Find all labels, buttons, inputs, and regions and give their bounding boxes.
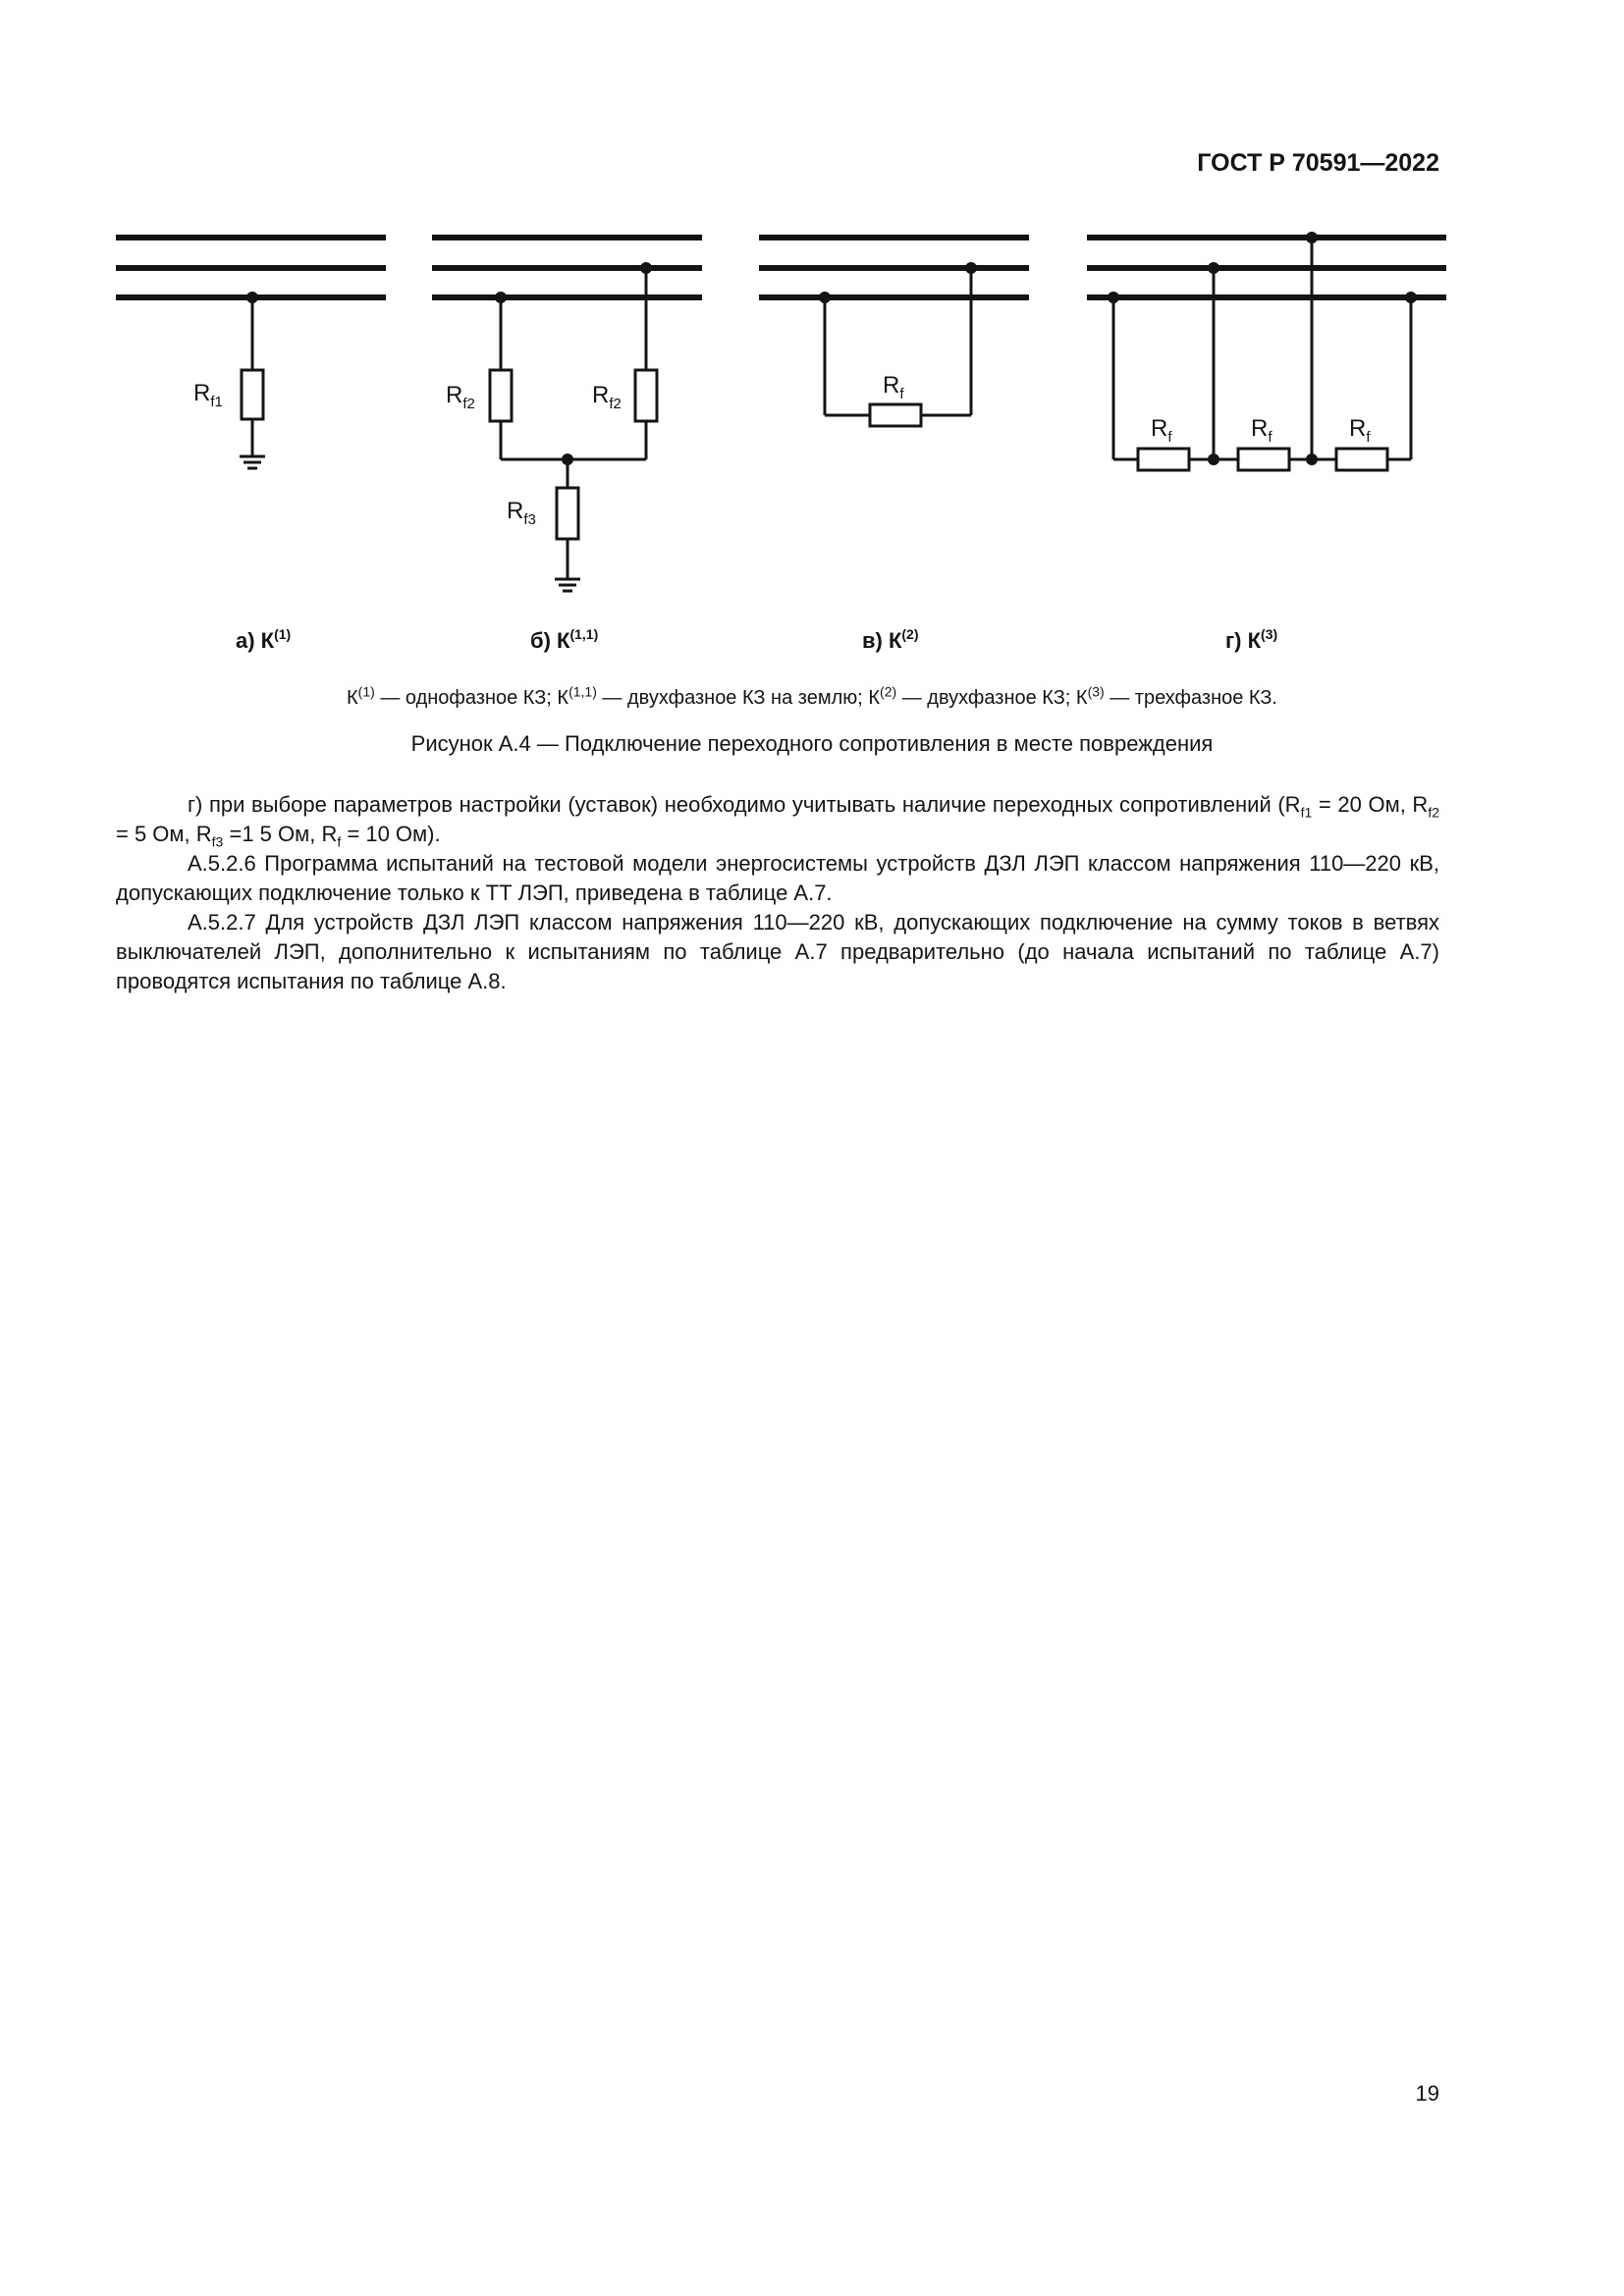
junction-dot: [1208, 454, 1219, 465]
junction-dot: [819, 292, 831, 303]
label-rf3: $R_{f3}$: [507, 498, 536, 528]
junction-dot: [965, 262, 977, 274]
subfigure-label-a: а) $К^{(1)}$: [236, 626, 292, 653]
resistor-rf-d3: [1336, 449, 1387, 470]
junction-dot: [246, 292, 258, 303]
junction-dot: [640, 262, 652, 274]
label-rf2-right: $R_{f2}$: [592, 382, 622, 412]
body-text: [116, 790, 1439, 996]
junction-dot: [1405, 292, 1417, 303]
junction-dot: [1208, 262, 1219, 274]
label-rf1: $R_{f1}$: [193, 380, 223, 410]
document-header: ГОСТ Р 70591—2022: [1197, 149, 1439, 177]
label-rf-d2: $R_f$: [1251, 415, 1272, 446]
resistor-rf-c: [870, 404, 921, 426]
resistor-rf-d1: [1138, 449, 1189, 470]
subfigure-label-c: в) $К^{(2)}$: [862, 626, 919, 653]
junction-dot: [1306, 454, 1318, 465]
fault-resistance-diagram: [0, 0, 1624, 667]
label-rf-c: $R_f$: [883, 372, 904, 402]
junction-dot: [495, 292, 507, 303]
junction-dot: [1108, 292, 1119, 303]
figure-note: $К^{(1)}$ — однофазное КЗ; К$^{(1,1)}$ — двухфазное КЗ на землю; $К^{(2)}$ — двухфазное КЗ; $К^{(3)}$ — трехфазное КЗ.: [347, 683, 1277, 709]
label-rf2-left: $R_{f2}$: [446, 382, 475, 412]
subfigure-label-b: б) К$^{(1,1)}$: [530, 626, 599, 653]
resistor-rf1: [242, 370, 263, 419]
resistor-rf2-right: [635, 370, 657, 421]
resistor-rf2-left: [490, 370, 512, 421]
paragraph-g: г) при выборе параметров настройки (уставок) необходимо учитывать наличие переходных сопротивлений ($R_{f1} = 20$ Ом, $R_{f2} = 5$ Ом, $R_{f3} =1$ 5 Ом, $R_f = 10$ Ом).: [116, 792, 1439, 850]
junction-dot: [562, 454, 573, 465]
resistor-rf3: [557, 488, 578, 539]
resistor-rf-d2: [1238, 449, 1289, 470]
paragraph-a5-2-6: А.5.2.6 Программа испытаний на тестовой модели энергосистемы устройств ДЗЛ ЛЭП классом напряжения 110—220 кВ, допускающих подключение только к ТТ ЛЭП, приведена в таблице А.7.: [116, 851, 1439, 905]
junction-dot: [1306, 232, 1318, 243]
figure-caption: Рисунок А.4 — Подключение переходного сопротивления в месте повреждения: [410, 731, 1214, 756]
label-rf-d3: $R_f$: [1349, 415, 1371, 446]
paragraph-a5-2-7: А.5.2.7 Для устройств ДЗЛ ЛЭП классом напряжения 110—220 кВ, допускающих подключение на сумму токов в ветвях выключателей ЛЭП, дополнительно к испытаниям по таблице А.7 предварительно (до начала испытаний по таблице А.7) проводятся испытания по таблице А.8.: [116, 910, 1439, 993]
subfigure-label-d: г) $К^{(3)}$: [1225, 626, 1278, 653]
page-number: 19: [1415, 2081, 1439, 2106]
label-rf-d1: $R_f$: [1151, 415, 1172, 446]
